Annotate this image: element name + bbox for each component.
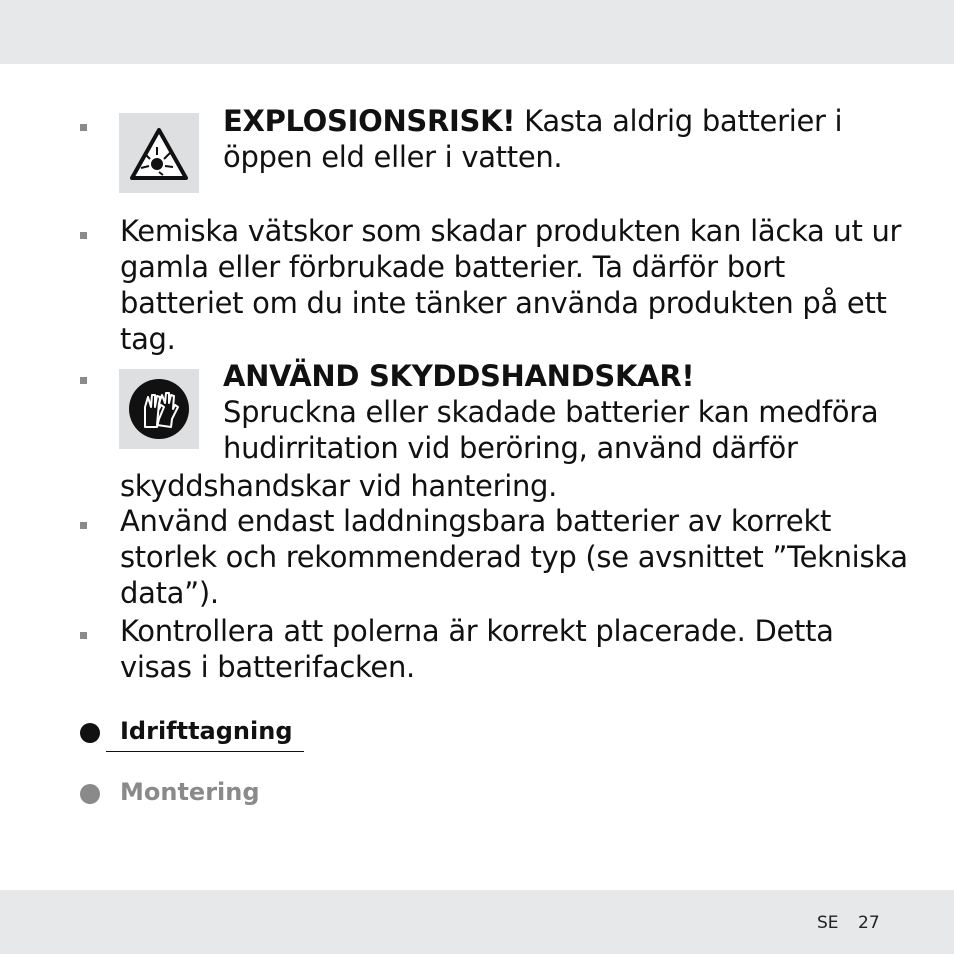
warning-explosion-title: EXPLOSIONSRISK! [223, 104, 516, 138]
protective-gloves-icon [119, 369, 199, 449]
list-bullet [80, 232, 87, 239]
warning-gloves-text: ANVÄND SKYDDSHANDSKAR! Spruckna eller skadade batterier kan medföra hudirritation vid beröring, använd därför [223, 359, 879, 465]
warning-battery-type-text: Använd endast laddningsbara batterier av korrekt storlek och rekommenderad typ (se avsnittet ”Tekniska data”). [120, 504, 908, 610]
header-band [0, 0, 954, 64]
explosion-warning-icon [119, 113, 199, 193]
list-bullet [80, 124, 87, 131]
section-heading-idrifttagning[interactable]: Idrifttagning [120, 717, 293, 745]
footer-language: SE [817, 913, 839, 933]
list-bullet [80, 522, 87, 529]
list-bullet [80, 377, 87, 384]
section-heading-underline [106, 751, 304, 752]
section-heading-montering[interactable]: Montering [120, 778, 260, 806]
footer-band [0, 890, 954, 954]
list-bullet [80, 632, 87, 639]
warning-gloves-title: ANVÄND SKYDDSHANDSKAR! [223, 359, 695, 393]
warning-explosion-text: EXPLOSIONSRISK! Kasta aldrig batterier i öppen eld eller i vatten. [223, 104, 843, 174]
explosion-warning-icon-graphic [119, 113, 199, 193]
warning-polarity-text: Kontrollera att polerna är korrekt placerade. Detta visas i batterifacken. [120, 614, 834, 684]
section-dot-montering [80, 784, 100, 804]
protective-gloves-icon-graphic [119, 369, 199, 449]
section-dot-idrifttagning [80, 723, 100, 743]
warning-chemicals-text: Kemiska vätskor som skadar produkten kan läcka ut ur gamla eller förbrukade batterier. Ta därför bort batteriet om du inte tänker använda produkten på ett tag. [120, 214, 902, 356]
warning-gloves-text-cont: skyddshandskar vid hantering. [120, 469, 558, 503]
footer-page-number: 27 [858, 913, 880, 933]
